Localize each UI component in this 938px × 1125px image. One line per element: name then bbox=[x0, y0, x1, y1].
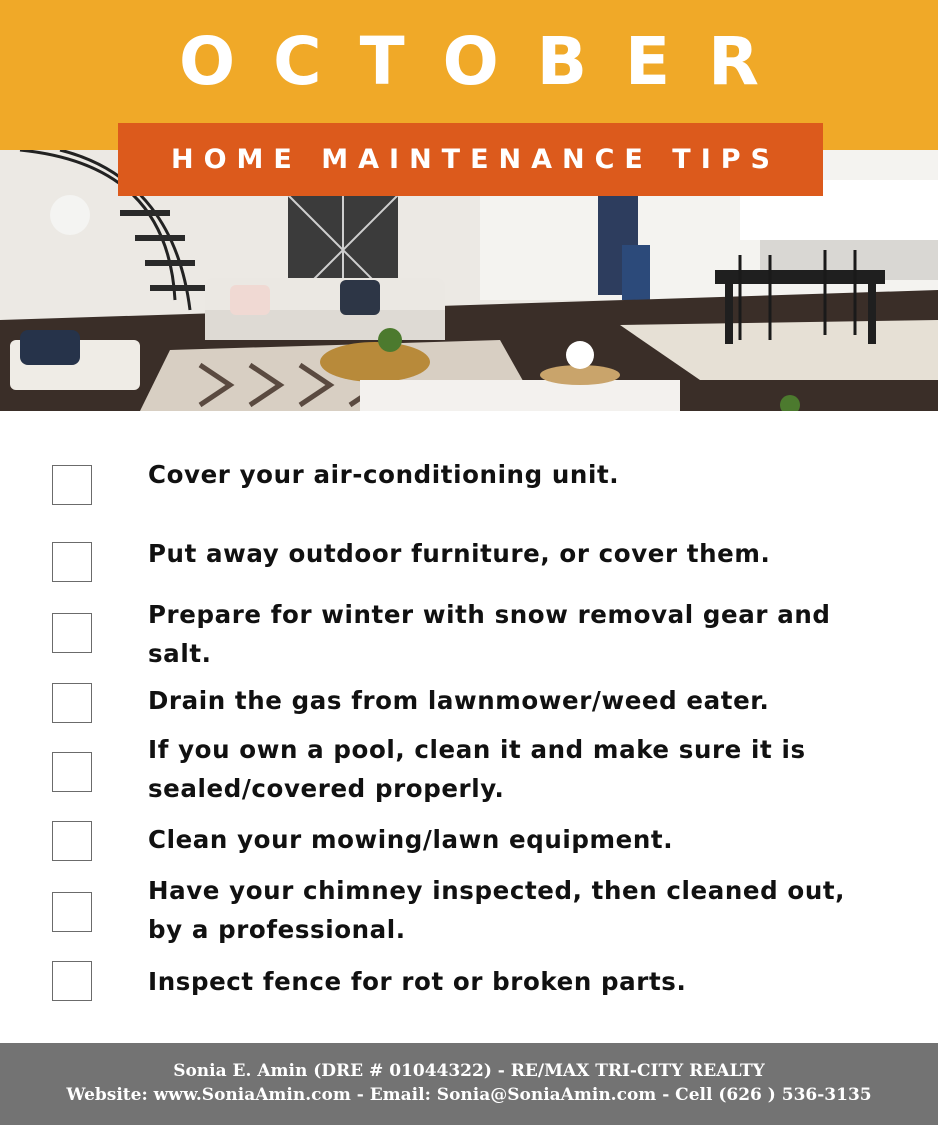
checklist-item-text: If you own a pool, clean it and make sure it is sealed/covered properly. bbox=[148, 735, 806, 803]
checklist-item-text: Have your chimney inspected, then cleaned out, by a professional. bbox=[148, 876, 846, 944]
checklist-item-text: Put away outdoor furniture, or cover them. bbox=[148, 539, 771, 568]
checklist-item-text: Prepare for winter with snow removal gear and salt. bbox=[148, 600, 831, 668]
checklist-item-text: Drain the gas from lawnmower/weed eater. bbox=[148, 686, 770, 715]
checkbox[interactable] bbox=[52, 542, 92, 582]
agent-info: Sonia E. Amin (DRE # 01044322) - RE/MAX TRI-CITY REALTY bbox=[173, 1061, 765, 1081]
contact-info: Website: www.SoniaAmin.com - Email: Sonia@SoniaAmin.com - Cell (626 ) 536-3135 bbox=[66, 1085, 872, 1105]
checklist-item-text: Inspect fence for rot or broken parts. bbox=[148, 967, 687, 996]
checkbox[interactable] bbox=[52, 961, 92, 1001]
month-title: OCTOBER bbox=[179, 23, 797, 100]
checkbox[interactable] bbox=[52, 892, 92, 932]
checkbox[interactable] bbox=[52, 752, 92, 792]
contact-footer bbox=[0, 1043, 938, 1125]
checkbox[interactable] bbox=[52, 613, 92, 653]
subtitle-text: HOME MAINTENANCE TIPS bbox=[171, 144, 780, 175]
checkbox[interactable] bbox=[52, 683, 92, 723]
checklist-item-text: Clean your mowing/lawn equipment. bbox=[148, 825, 674, 854]
checklist-item-text: Cover your air-conditioning unit. bbox=[148, 460, 620, 489]
subtitle-banner bbox=[118, 123, 823, 196]
checkbox[interactable] bbox=[52, 821, 92, 861]
checkbox[interactable] bbox=[52, 465, 92, 505]
